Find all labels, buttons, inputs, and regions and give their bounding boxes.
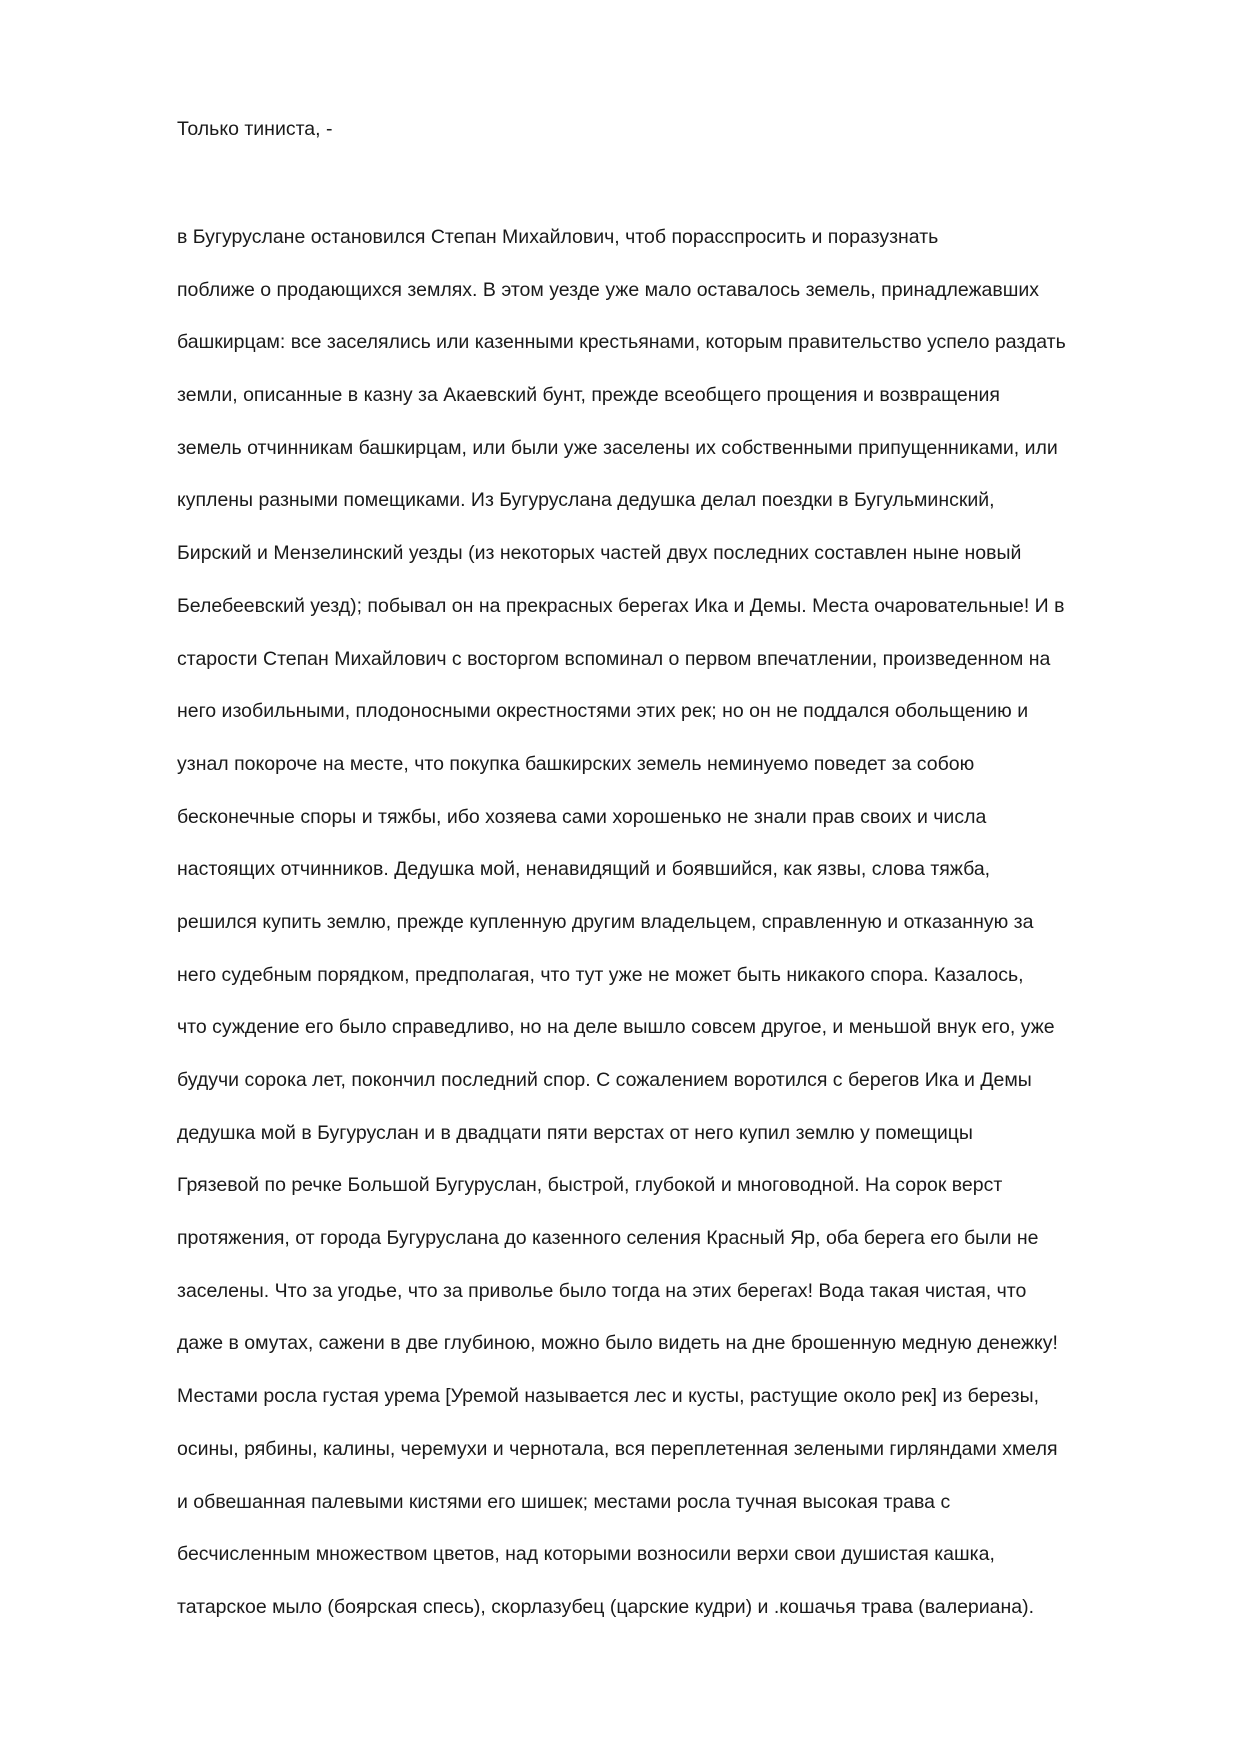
text-line: поближе о продающихся землях. В этом уезде уже мало оставалось земель, принадлежавших [177, 278, 1039, 301]
text-line: бесчисленным множеством цветов, над которыми возносили верхи свои душистая кашка, [177, 1543, 995, 1566]
text-line: Грязевой по речке Большой Бугуруслан, быстрой, глубокой и многоводной. На сорок верст [177, 1174, 1003, 1197]
text-line: земель отчинникам башкирцам, или были уже заселены их собственными припущенниками, или [177, 436, 1058, 459]
text-line: башкирцам: все заселялись или казенными крестьянами, которым правительство успело раздать [177, 331, 1066, 354]
text-line: что суждение его было справедливо, но на деле вышло совсем другое, и меньшой внук его, уже [177, 1016, 1055, 1039]
text-line: даже в омутах, сажени в две глубиною, можно было видеть на дне брошенную медную денежку! [177, 1332, 1058, 1355]
text-line: и обвешанная палевыми кистями его шишек; местами росла тучная высокая трава с [177, 1490, 951, 1513]
text-line: Местами росла густая урема [Уремой называется лес и кусты, растущие около рек] из березы, [177, 1385, 1040, 1408]
text-line: дедушка мой в Бугуруслан и в двадцати пяти верстах от него купил землю у помещицы [177, 1121, 973, 1144]
text-line: старости Степан Михайлович с восторгом вспоминал о первом впечатлении, произведенном на [177, 647, 1051, 670]
text-line: решился купить землю, прежде купленную другим владельцем, справленную и отказанную за [177, 910, 1034, 933]
text-line: него судебным порядком, предполагая, что тут уже не может быть никакого спора. Казалось, [177, 963, 1024, 986]
text-line: осины, рябины, калины, черемухи и чернотала, вся переплетенная зелеными гирляндами хмеля [177, 1437, 1058, 1460]
text-line: Белебеевский уезд); побывал он на прекрасных берегах Ика и Демы. Места очаровательные! И в [177, 594, 1065, 617]
text-line: узнал покороче на месте, что покупка башкирских земель неминуемо поведет за собою [177, 752, 975, 775]
text-line: будучи сорока лет, покончил последний спор. С сожалением воротился с берегов Ика и Демы [177, 1069, 1032, 1091]
document-body [177, 226, 1177, 1649]
text-line: Бирский и Мензелинский уезды (из некоторых частей двух последних составлен ныне новый [177, 542, 1022, 565]
document-heading: Только тиниста, - [177, 118, 333, 140]
text-line: него изобильными, плодоносными окрестностями этих рек; но он не поддался обольщению и [177, 700, 1029, 723]
text-line: земли, описанные в казну за Акаевский бунт, прежде всеобщего прощения и возвращения [177, 384, 1000, 407]
text-line: настоящих отчинников. Дедушка мой, ненавидящий и боявшийся, как язвы, слова тяжба, [177, 858, 991, 881]
text-line: протяжения, от города Бугуруслана до казенного селения Красный Яр, оба берега его были не [177, 1227, 1039, 1250]
text-line: бесконечные споры и тяжбы, ибо хозяева сами хорошенько не знали прав своих и числа [177, 805, 987, 828]
text-line: заселены. Что за угодье, что за приволье было тогда на этих берегах! Вода такая чистая, что [177, 1279, 1027, 1302]
text-line: куплены разными помещиками. Из Бугуруслана дедушка делал поездки в Бугульминский, [177, 489, 995, 512]
text-line: татарское мыло (боярская спесь), скорлазубец (царские кудри) и .кошачья трава (валериана). [177, 1595, 1035, 1618]
text-line: в Бугуруслане остановился Степан Михайлович, чтоб порасспросить и поразузнать [177, 226, 939, 248]
